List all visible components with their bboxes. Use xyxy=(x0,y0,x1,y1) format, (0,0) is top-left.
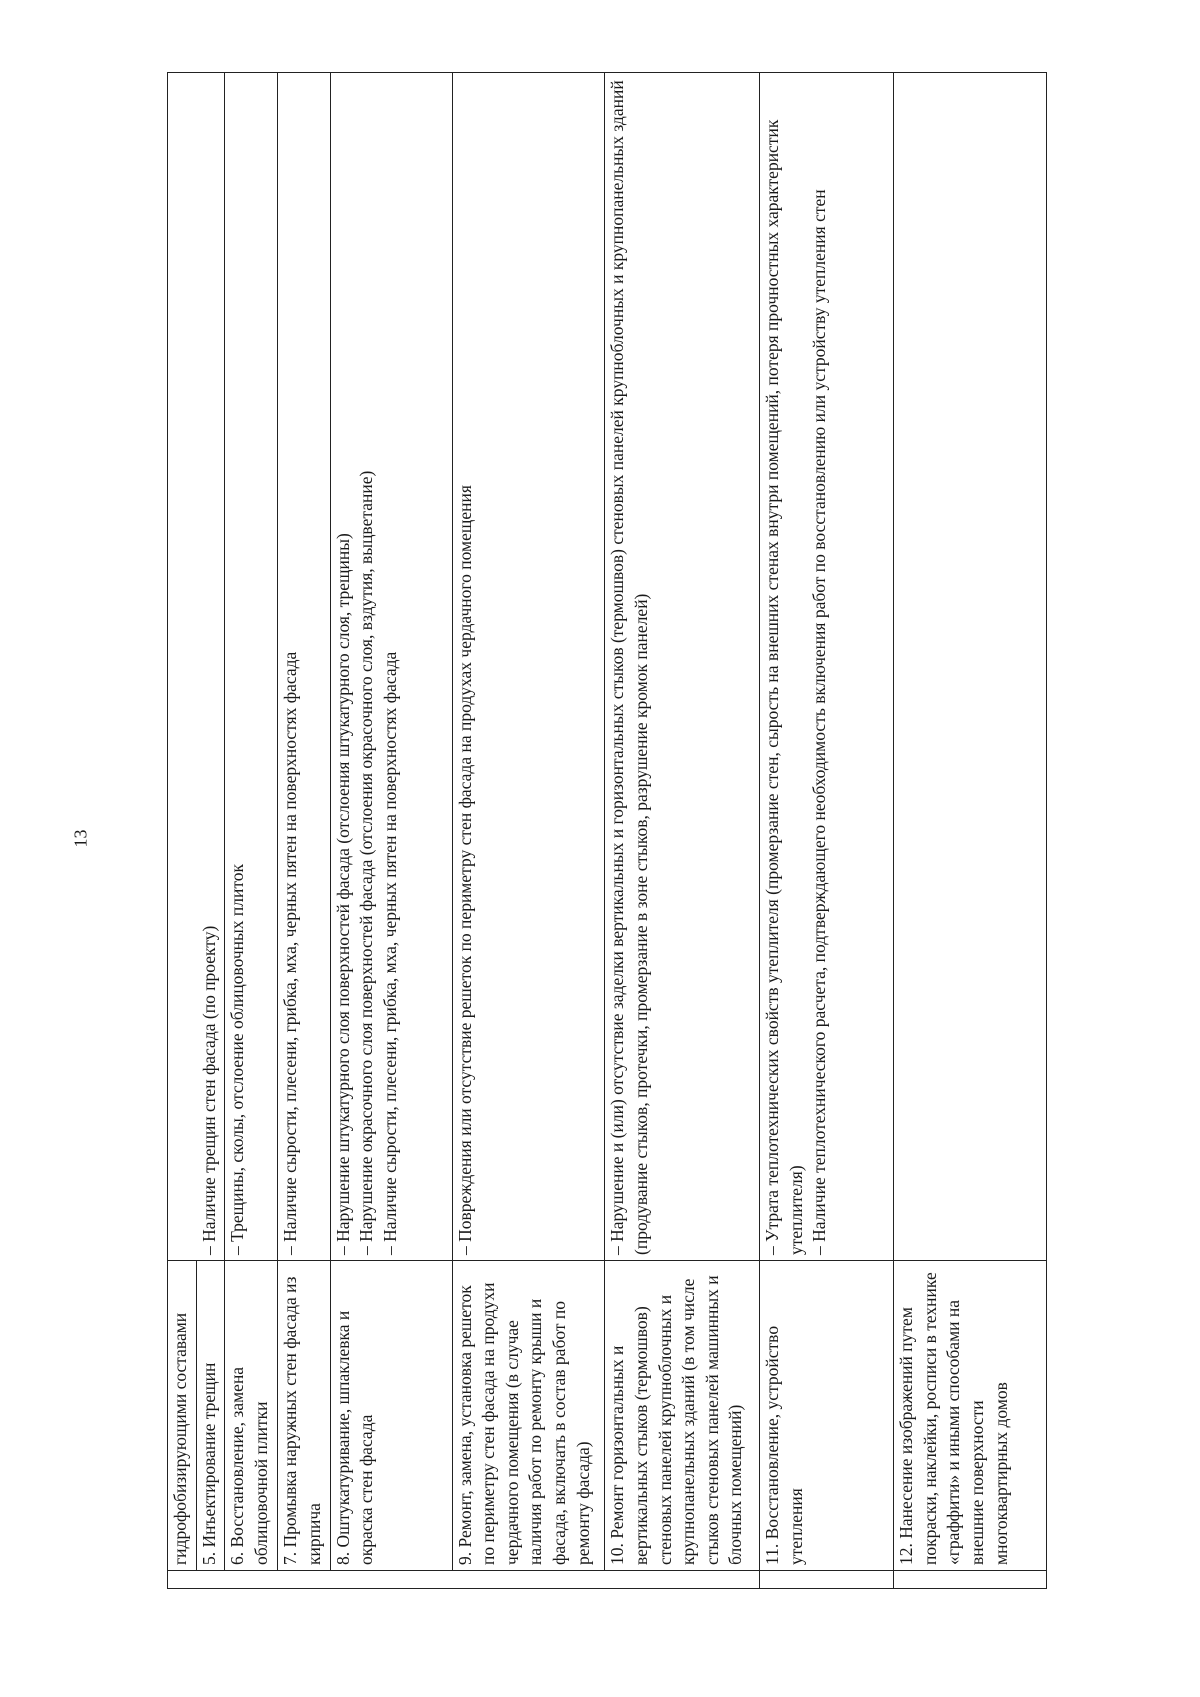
table-row xyxy=(894,73,1047,1589)
defect-text: – Трещины, сколы, отслоение облицовочных плиток xyxy=(227,863,247,1255)
work-text: 5. Инъектирование трещин xyxy=(198,1362,219,1565)
table-row xyxy=(168,73,197,1589)
table-row xyxy=(277,73,330,1589)
work-text: 6. Восстановление, замена облицовочной плитки xyxy=(227,1366,271,1565)
work-text: 11. Восстановление, устройство утепления xyxy=(762,1325,806,1565)
work-text: 8. Оштукатуривание, шпаклевка и окраска стен фасада xyxy=(332,1310,377,1565)
table-row xyxy=(452,73,605,1589)
work-cell xyxy=(277,1261,330,1571)
repair-works-table xyxy=(167,72,1047,1589)
defect-text: – Нарушение окрасочного слоя поверхностей фасада (отслоения окрасочного слоя, вздутия, выцветание) xyxy=(356,470,377,1255)
defects-cell xyxy=(452,73,605,1261)
table-row xyxy=(605,73,760,1589)
defects-cell xyxy=(277,73,330,1261)
defect-text: – Повреждения или отсутствие решеток по периметру стен фасада на продухах чердачного помещения xyxy=(454,485,475,1255)
work-cell xyxy=(330,1261,452,1571)
rotated-table-wrapper xyxy=(167,73,1047,1589)
defects-cell xyxy=(894,73,1047,1261)
defect-text: – Наличие сырости, плесени, грибка, мха, черных пятен на поверхностях фасада xyxy=(279,651,300,1255)
work-text: 12. Нанесение изображений путем покраски, наклейки, росписи в технике «граффити» и иными способами на внешние поверхности многоквартирных домов xyxy=(896,1272,1011,1565)
work-cell xyxy=(894,1261,1047,1571)
defect-text: – Наличие сырости, плесени, грибка, мха, черных пятен на поверхностях фасада xyxy=(380,651,400,1255)
defects-cell xyxy=(605,73,760,1261)
work-cell xyxy=(168,1261,197,1571)
work-text: 9. Ремонт, замена, установка решеток по периметру стен фасада на продухи чердачного помещения (в случае наличия работ по ремонту крыши и фасада, включать в состав работ по ремонту фасада) xyxy=(454,1282,593,1565)
defect-text: – Нарушение и (или) отсутствие заделки вертикальных и горизонтальных стыков (термошвов) стеновых панелей крупноблочных и крупнопанельных зданий (продувание стыков, протечки, промерзание в зоне стыков, разрушение кромок панелей) xyxy=(607,80,651,1255)
defects-cell xyxy=(760,73,894,1261)
table-row xyxy=(330,73,452,1589)
group-cell xyxy=(894,1571,1047,1589)
group-cell xyxy=(168,1571,760,1589)
defect-text: – Нарушение штукатурного слоя поверхностей фасада (отслоения штукатурного слоя, трещины) xyxy=(332,533,353,1255)
work-cell xyxy=(605,1261,760,1571)
work-cell xyxy=(452,1261,605,1571)
defect-text: – Утрата теплотехнических свойств утеплителя (промерзание стен, сырость на внешних стенах внутри помещений, потеря прочностных характеристик утеплителя) xyxy=(762,119,806,1255)
defect-text: – Наличие трещин стен фасада (по проекту) xyxy=(199,925,220,1255)
page-number: 13 xyxy=(70,829,91,848)
work-text: 10. Ремонт горизонтальных и вертикальных стыков (термошвов) стеновых панелей крупноблочных и крупнопанельных зданий (в том числе стыков стеновых панелей машинных и блочных помещений) xyxy=(607,1275,746,1565)
work-text: 7. Промывка наружных стен фасада из кирпича xyxy=(279,1276,324,1565)
defects-cell xyxy=(330,73,452,1261)
group-cell xyxy=(760,1571,894,1589)
work-cell xyxy=(196,1261,225,1571)
defects-cell xyxy=(168,73,225,1261)
table-row xyxy=(225,73,278,1589)
defect-text: – Наличие теплотехнического расчета, подтверждающего необходимость включения работ по восстановлению или устройству утепления стен xyxy=(809,189,830,1255)
work-text: гидрофобизирующими составами xyxy=(170,1312,190,1565)
work-cell xyxy=(760,1261,894,1571)
work-cell xyxy=(225,1261,278,1571)
defects-cell xyxy=(225,73,278,1261)
table-row xyxy=(760,73,894,1589)
